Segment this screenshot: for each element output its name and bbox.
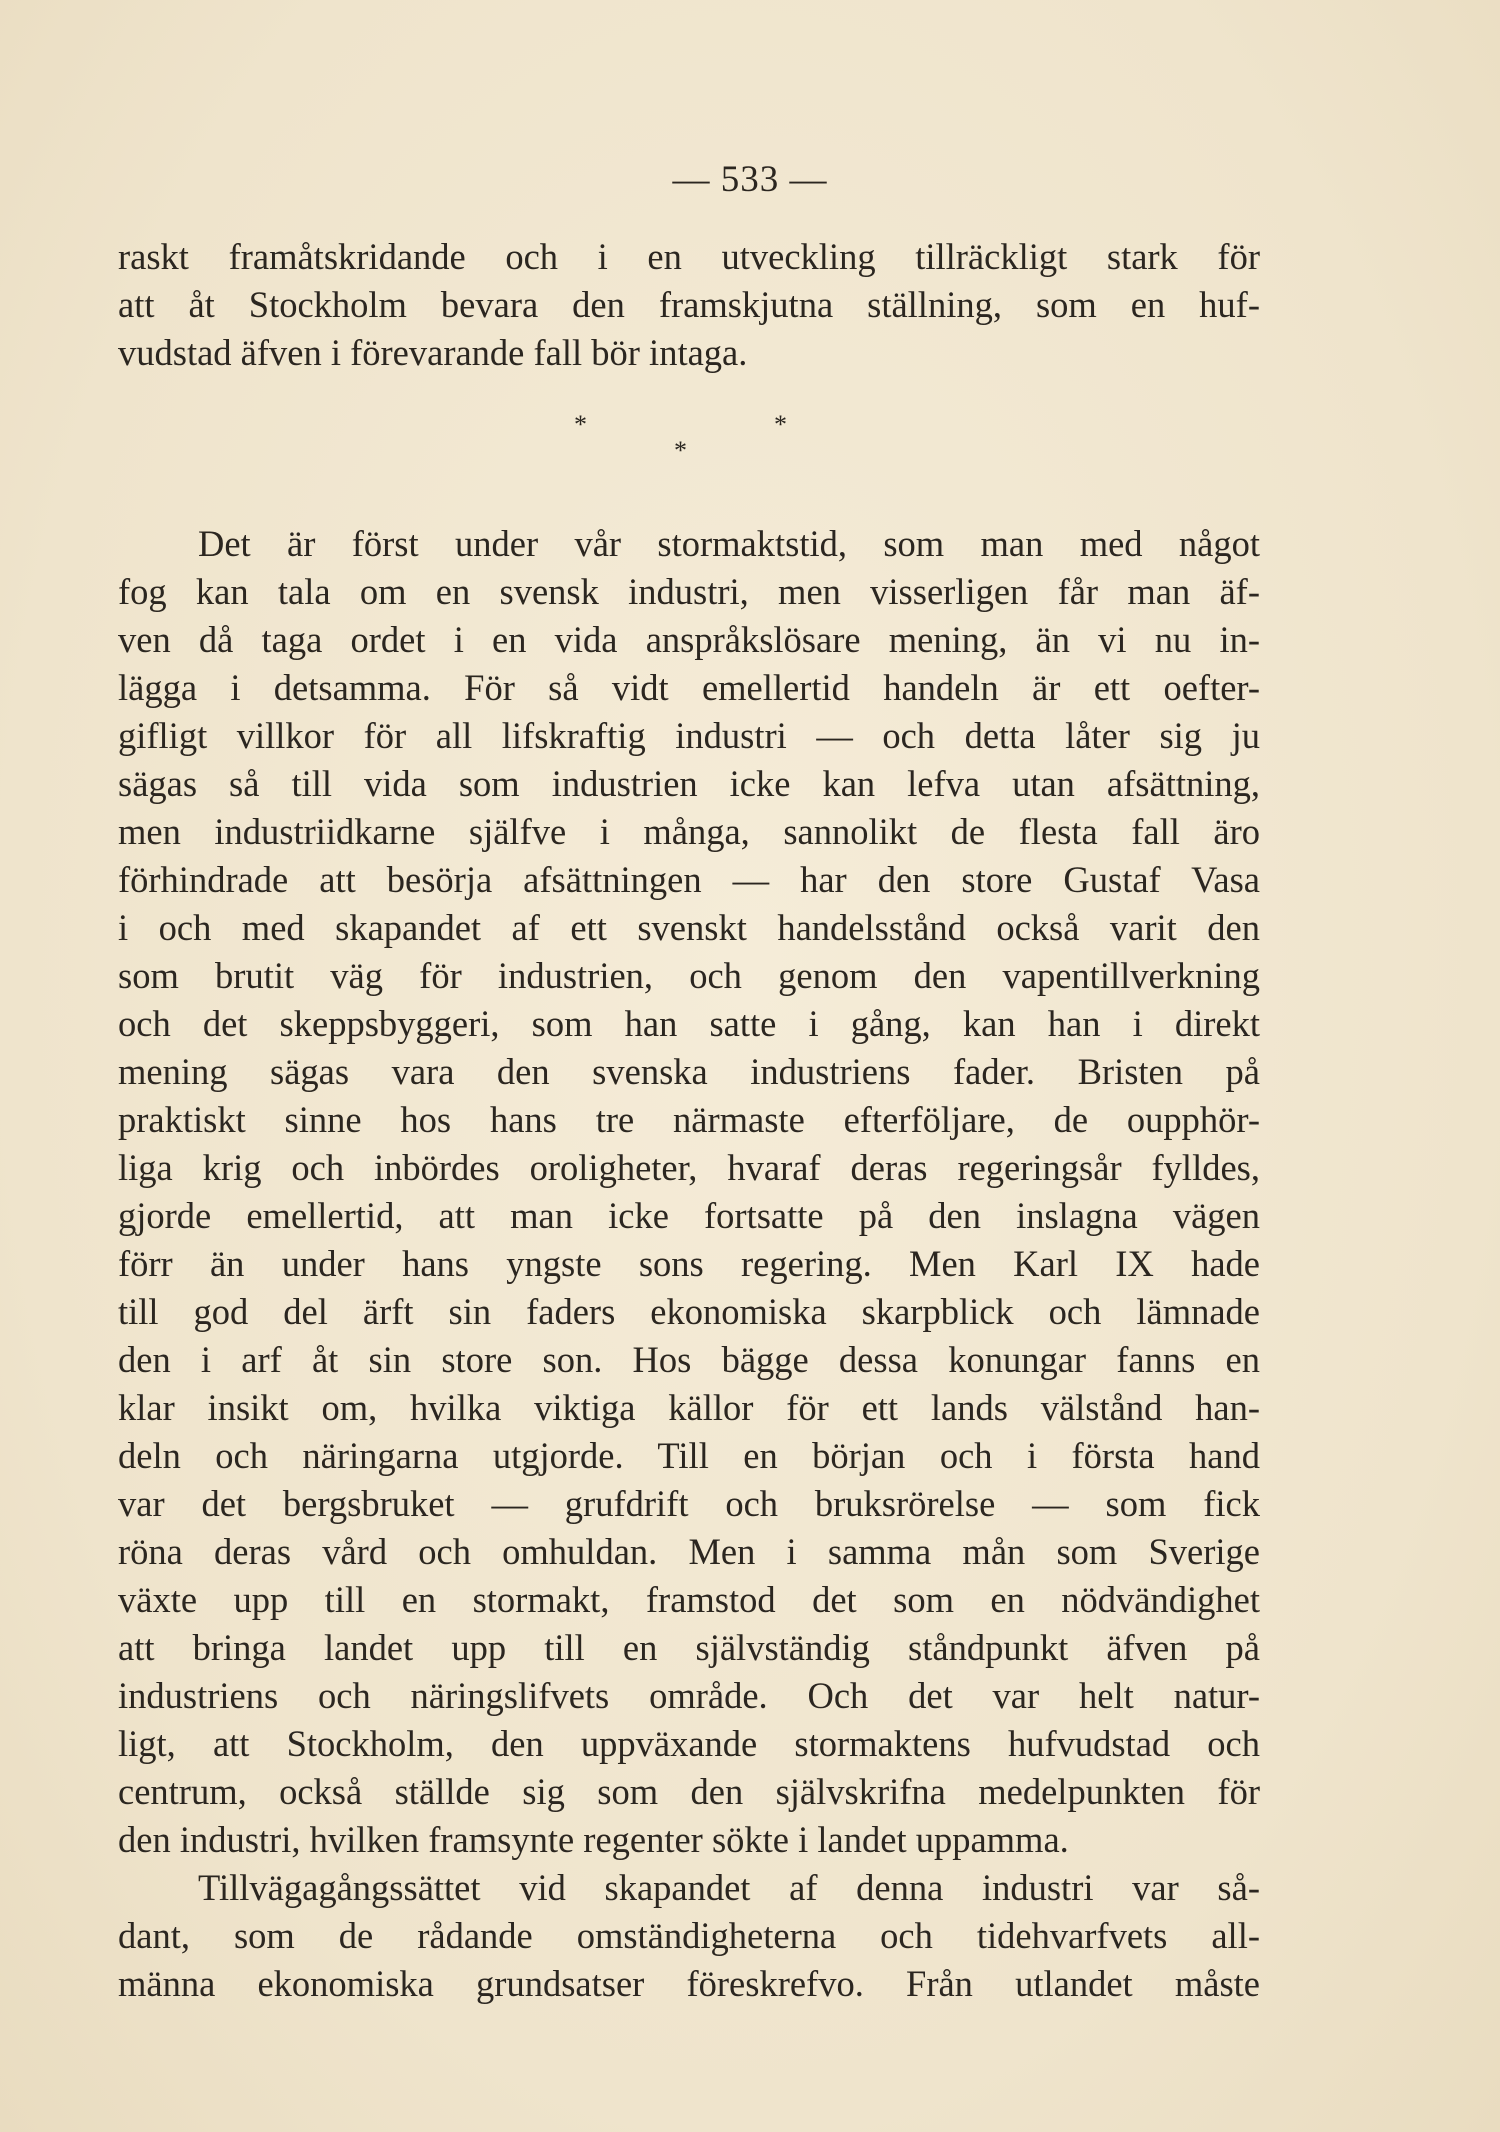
text-line: som brutit väg för industrien, och genom den vapentillverkning (118, 955, 1260, 996)
text-line: mening sägas vara den svenska industriens fader. Bristen på (118, 1051, 1260, 1092)
asterisk: * (574, 410, 587, 439)
text-line: sägas så till vida som industrien icke kan lefva utan afsättning, (118, 763, 1260, 804)
text-line: lägga i detsamma. För så vidt emellertid handeln är ett oefter- (118, 667, 1260, 708)
asterisk: * (674, 436, 687, 465)
text-line: dant, som de rådande omständigheterna och tidehvarfvets all- (118, 1915, 1260, 1956)
paragraph-1 (118, 233, 1260, 377)
text-line: och det skeppsbyggeri, som han satte i gång, kan han i direkt (118, 1003, 1260, 1044)
text-line: industriens och näringslifvets område. Och det var helt natur- (118, 1675, 1260, 1716)
asterism-divider (0, 412, 1500, 472)
text-line: praktiskt sinne hos hans tre närmaste efterföljare, de oupphör- (118, 1099, 1260, 1140)
paragraph-2 (118, 520, 1260, 2008)
text-line: men industriidkarne själfve i många, sannolikt de flesta fall äro (118, 811, 1260, 852)
text-line: männa ekonomiska grundsatser föreskrefvo. Från utlandet måste (118, 1963, 1260, 2004)
text-line: gifligt villkor för all lifskraftig industri — och detta låter sig ju (118, 715, 1260, 756)
text-line: gjorde emellertid, att man icke fortsatte på den inslagna vägen (118, 1195, 1260, 1236)
text-line: vudstad äfven i förevarande fall bör intaga. (118, 332, 748, 373)
text-line: röna deras vård och omhuldan. Men i samma mån som Sverige (118, 1531, 1260, 1572)
text-line: förr än under hans yngste sons regering. Men Karl IX hade (118, 1243, 1260, 1284)
text-line: till god del ärft sin faders ekonomiska skarpblick och lämnade (118, 1291, 1260, 1332)
text-line: raskt framåtskridande och i en utveckling tillräckligt stark för (118, 236, 1260, 277)
asterisk: * (774, 410, 787, 439)
text-line: fog kan tala om en svensk industri, men visserligen får man äf- (118, 571, 1260, 612)
text-line: ligt, att Stockholm, den uppväxande stormaktens hufvudstad och (118, 1723, 1260, 1764)
text-line: den i arf åt sin store son. Hos bägge dessa konungar fanns en (118, 1339, 1260, 1380)
page-number: — 533 — (672, 159, 828, 200)
text-line: ven då taga ordet i en vida anspråkslösare mening, än vi nu in- (118, 619, 1260, 660)
text-line: att bringa landet upp till en självständig ståndpunkt äfven på (118, 1627, 1260, 1668)
text-line: klar insikt om, hvilka viktiga källor för ett lands välstånd han- (118, 1387, 1260, 1428)
text-line: att åt Stockholm bevara den framskjutna ställning, som en huf- (118, 284, 1260, 325)
text-line: centrum, också ställde sig som den självskrifna medelpunkten för (118, 1771, 1260, 1812)
text-line: Tillvägagångssättet vid skapandet af denna industri var så- (198, 1867, 1260, 1908)
text-line: Det är först under vår stormaktstid, som man med något (198, 523, 1260, 564)
text-line: deln och näringarna utgjorde. Till en början och i första hand (118, 1435, 1260, 1476)
text-line: liga krig och inbördes oroligheter, hvaraf deras regeringsår fylldes, (118, 1147, 1260, 1188)
text-line: var det bergsbruket — grufdrift och bruksrörelse — som fick (118, 1483, 1260, 1524)
text-line: den industri, hvilken framsynte regenter sökte i landet uppamma. (118, 1819, 1069, 1860)
text-line: i och med skapandet af ett svenskt handelsstånd också varit den (118, 907, 1260, 948)
text-line: växte upp till en stormakt, framstod det som en nödvändighet (118, 1579, 1260, 1620)
text-line: förhindrade att besörja afsättningen — har den store Gustaf Vasa (118, 859, 1260, 900)
